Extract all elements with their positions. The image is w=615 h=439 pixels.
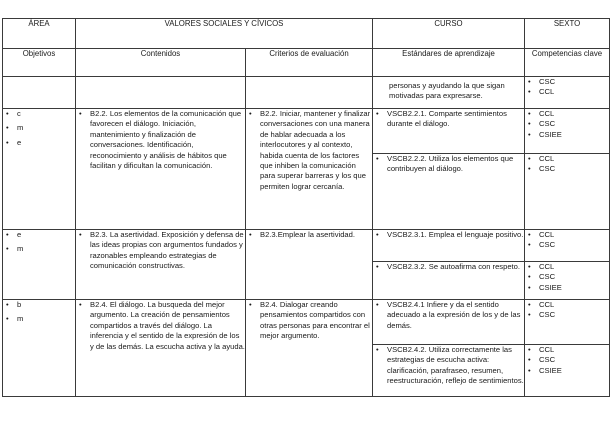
header-estandares: Estándares de aprendizaje (373, 49, 525, 77)
header-valores: VALORES SOCIALES Y CÍVICOS (76, 19, 373, 49)
header-objetivos: Objetivos (3, 49, 76, 77)
contenido-list (76, 109, 245, 171)
estandar-cell (373, 345, 525, 397)
criterio-text: • B2.3.Emplear la asertividad. (246, 230, 372, 240)
header-sexto: SEXTO (525, 19, 610, 49)
competencia-item: • CSC (525, 310, 609, 320)
header-competencias: Competencias clave (525, 49, 610, 77)
competencias-cell (525, 300, 610, 345)
criterio-text: • B2.2. Iniciar, mantener y finalizar conversaciones con una manera de hablar adecuada a los interlocutores y al contexto, habida cuenta de los factores que inhiben la comunicación para superar barreras y los que permiten lograr cercanía. (246, 109, 372, 192)
objetivos-cell (3, 230, 76, 300)
table-row (3, 109, 610, 154)
header-curso: CURSO (373, 19, 525, 49)
continuation-standard: personas y ayudando la que sigan motivadas para expresarse. (389, 81, 505, 101)
competencia-item: • CSIEE (525, 130, 609, 140)
competencia (525, 345, 609, 376)
objetivo-item: • m (3, 314, 75, 324)
estandar-text: • VSCB2.2.1. Comparte sentimientos durante el diálogo. (373, 109, 524, 130)
header-row-1 (3, 19, 610, 49)
table-body (3, 109, 610, 397)
contenido-text: • B2.2. Los elementos de la comunicación que favorecen el diálogo. Iniciación, mantenimiento y finalización de conversaciones. Identificación, reconocimiento y análisis de hábitos que facilitan y dificultan la comunicación. (76, 109, 245, 171)
objetivo (3, 230, 75, 255)
objetivos-cell (3, 109, 76, 230)
criterio-list (246, 109, 372, 192)
contenido-cell (76, 300, 246, 397)
competencia-item: • CCL (525, 345, 609, 355)
competencia-item: • CCL (525, 300, 609, 310)
competencia-item: • CCL (525, 154, 609, 164)
criterio-text: • B2.4. Dialogar creando pensamientos compartidos con otras personas para encontrar el mejor argumento. (246, 300, 372, 342)
competencia-item: • CSC (525, 240, 609, 250)
header-area: ÁREA (3, 19, 76, 49)
continuation-row (3, 77, 610, 109)
competencia (525, 154, 609, 175)
header-row-2 (3, 49, 610, 77)
objetivo (3, 300, 75, 325)
competencias-cell (525, 154, 610, 230)
estandar-text: • VSCB2.3.1. Emplea el lenguaje positivo. (373, 230, 524, 240)
estandar-list (373, 109, 524, 130)
competencia-item: • CSIEE (525, 366, 609, 376)
competencia-item: • CCL (525, 262, 609, 272)
contenido-text: • B2.3. La asertividad. Exposición y defensa de las ideas propias con argumentos fundados y razonables empleando estrategias de comunicación constructivas. (76, 230, 245, 272)
estandar-cell (373, 109, 525, 154)
objetivo-item: • b (3, 300, 75, 310)
competencia (525, 262, 609, 293)
objetivo-item: • e (3, 138, 75, 148)
criterio-cell (246, 109, 373, 230)
competencia-item: • CSC (525, 77, 609, 87)
competencias-cell (525, 109, 610, 154)
curriculum-table (2, 18, 610, 397)
objetivo-item: • c (3, 109, 75, 119)
estandar-list (373, 262, 524, 272)
estandar-list (373, 345, 524, 387)
objetivo-item: • m (3, 123, 75, 133)
objetivo (3, 109, 75, 148)
estandar-text: • VSCB2.4.2. Utiliza correctamente las estrategias de escucha activa: clarificación, parafraseo, resumen, reestructuración, reflejo de sentimientos. (373, 345, 524, 387)
criterio-list (246, 300, 372, 342)
competencia-item: • CCL (525, 109, 609, 119)
header-criterios: Criterios de evaluación (246, 49, 373, 77)
competencia-item: • CSC (525, 272, 609, 282)
estandar-text: • VSCB2.3.2. Se autoafirma con respeto. (373, 262, 524, 272)
contenido-cell (76, 230, 246, 300)
table-row (3, 300, 610, 345)
competencia-item: • CSIEE (525, 283, 609, 293)
estandar-list (373, 230, 524, 240)
criterio-list (246, 230, 372, 240)
estandar-list (373, 154, 524, 175)
estandar-cell (373, 230, 525, 262)
estandar-text: • VSCB2.2.2. Utiliza los elementos que contribuyen al diálogo. (373, 154, 524, 175)
competencia-item: • CSC (525, 119, 609, 129)
competencias-cell (525, 230, 610, 262)
contenido-list (76, 230, 245, 272)
contenido-text: • B2.4. El diálogo. La busqueda del mejor argumento. La creación de pensamientos compartidos a través del diálogo. La inferencia y el sentido de la expresión de los y de las demás. La escucha activa y la ayuda. (76, 300, 245, 352)
competencia-item: • CCL (525, 87, 609, 97)
contenido-list (76, 300, 245, 352)
competencia (525, 230, 609, 251)
objetivo-item: • m (3, 244, 75, 254)
estandar-list (373, 300, 524, 331)
competencia-item: • CSC (525, 164, 609, 174)
header-contenidos: Contenidos (76, 49, 246, 77)
estandar-cell (373, 262, 525, 300)
criterio-cell (246, 300, 373, 397)
criterio-cell (246, 230, 373, 300)
objetivos-cell (3, 300, 76, 397)
continuation-competencias (525, 77, 609, 98)
competencia (525, 300, 609, 321)
table-row (3, 230, 610, 262)
competencia-item: • CSC (525, 355, 609, 365)
contenido-cell (76, 109, 246, 230)
competencias-cell (525, 262, 610, 300)
estandar-text: • VSCB2.4.1 Infiere y da el sentido adecuado a la expresión de los y de las demás. (373, 300, 524, 331)
competencia (525, 109, 609, 140)
competencia-item: • CCL (525, 230, 609, 240)
competencias-cell (525, 345, 610, 397)
objetivo-item: • e (3, 230, 75, 240)
estandar-cell (373, 154, 525, 230)
estandar-cell (373, 300, 525, 345)
